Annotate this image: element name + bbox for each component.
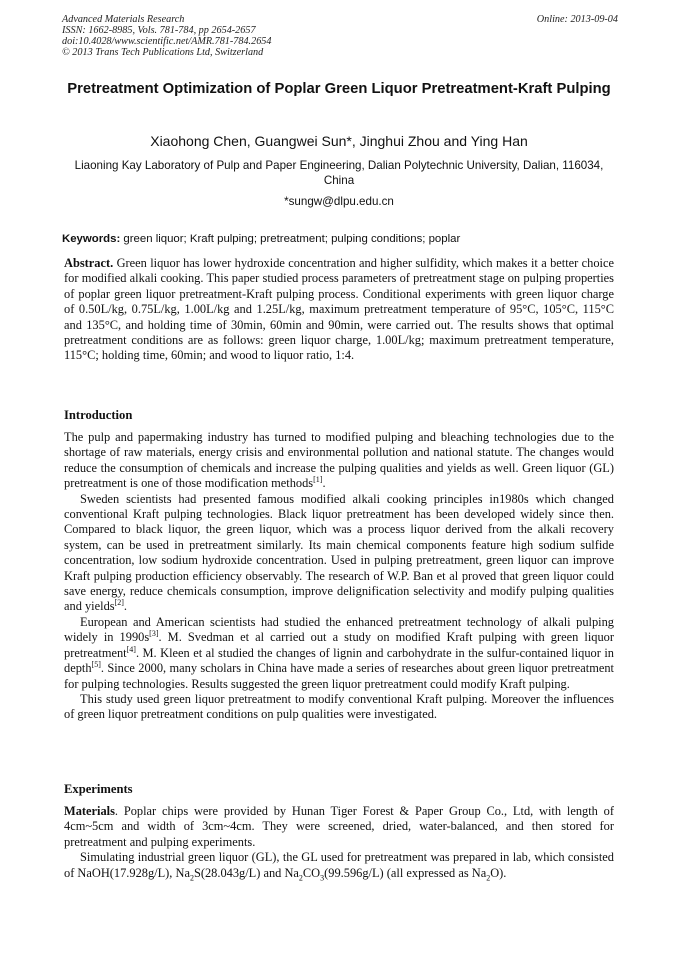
section-heading-experiments: Experiments bbox=[64, 782, 133, 796]
citation: [1] bbox=[313, 475, 323, 485]
online-date: Online: 2013-09-04 bbox=[536, 14, 618, 25]
journal-name: Advanced Materials Research bbox=[62, 14, 185, 25]
paragraph: Materials. Poplar chips were provided by Hunan Tiger Forest & Paper Group Co., Ltd, with length of 4cm~5cm and width of 3cm~4cm. They were screened, dried, water-balanced, and then stored for pretreatment and pulping experiments. bbox=[64, 804, 614, 849]
introduction-body bbox=[64, 430, 614, 723]
citation: [2] bbox=[114, 598, 124, 608]
paragraph: The pulp and papermaking industry has turned to modified pulping and bleaching technologies due to the shortage of raw materials, energy crisis and environmental pollution and national statute. The changes would reduce the consumption of chemicals and increase the pulping qualities and yields as well. Green liquor (GL) pretreatment is one of those modification methods[1]. bbox=[64, 430, 614, 491]
author-2: Guangwei Sun* bbox=[254, 133, 352, 149]
issn-line: ISSN: 1662-8985, Vols. 781-784, pp 2654-2657 bbox=[62, 25, 256, 36]
paragraph: This study used green liquor pretreatment to modify conventional Kraft pulping. Moreover the influences of green liquor pretreatment conditions on pulp qualities were investigated. bbox=[64, 691, 614, 722]
corresponding-email: *sungw@dlpu.edu.cn bbox=[284, 195, 394, 208]
experiments-body bbox=[64, 804, 614, 881]
keywords bbox=[62, 232, 618, 247]
doi-line: doi:10.4028/www.scientific.net/AMR.781-784.2654 bbox=[62, 36, 272, 47]
citation: [5] bbox=[91, 659, 101, 669]
journal-header bbox=[62, 14, 618, 58]
keywords-text: green liquor; Kraft pulping; pretreatment; pulping conditions; poplar bbox=[120, 233, 461, 245]
author-3: Jinghui Zhou bbox=[359, 133, 440, 149]
abstract bbox=[64, 256, 614, 364]
citation: [3] bbox=[149, 629, 159, 639]
citation: [4] bbox=[126, 644, 136, 654]
author-4: Ying Han bbox=[470, 133, 528, 149]
materials-label: Materials bbox=[64, 804, 115, 818]
paragraph: Simulating industrial green liquor (GL), the GL used for pretreatment was prepared in lab, which consisted of NaOH(17.928g/L), $Na_2S(28.043g/L)$ and $Na_2CO_3(99.596g/L)$ (all expressed as $Na_2O$). bbox=[64, 850, 614, 883]
paper-title: Pretreatment Optimization of Poplar Green Liquor Pretreatment-Kraft Pulping bbox=[67, 81, 611, 97]
paragraph: European and American scientists had studied the enhanced pretreatment technology of alkali pulping widely in 1990s[3]. M. Svedman et al carried out a study on modified Kraft pulping with green liquor pretreatment[4]. M. Kleen et al studied the changes of lignin and carbohydrate in the sulfur-contained liquor in depth[5]. Since 2000, many scholars in China have made a series of researches about green liquor pretreatment for pulping technologies. Results suggested the green liquor pretreatment could modify Kraft pulping. bbox=[64, 614, 614, 691]
author-1: Xiaohong Chen bbox=[150, 133, 247, 149]
paragraph: Sweden scientists had presented famous modified alkali cooking principles in1980s which changed conventional Kraft pulping technologies. Black liquor pretreatment has been developed widely since then. Compared to black liquor, the green liquor, which was a process liquor derived from the alkali recovery system, can be used in pretreatment similarly. Its main chemical components feature high sodium sulfide concentration, low sodium hydroxide concentration. Used in pulping pretreatment, green liquor can improve Kraft pulping production efficiency observably. The research of W.P. Ban et al proved that green liquor could save energy, reduce chemicals consumption, improve delignification selectivity and modify pulping qualities and yields[2]. bbox=[64, 491, 614, 614]
keywords-label: Keywords: bbox=[62, 233, 121, 245]
affiliation: Liaoning Kay Laboratory of Pulp and Paper Engineering, Dalian Polytechnic University, Dalian, 116034, China bbox=[74, 159, 604, 187]
abstract-text: Green liquor has lower hydroxide concentration and higher sulfidity, which makes it a better choice for modified alkali cooking. This paper studied process parameters of pretreatment stage on pulping properties of poplar green liquor pretreatment-Kraft pulping process. Conditional experiments with green liquor charge of 0.50L/kg, 0.75L/kg, 1.00L/kg and 1.25L/kg, maximum pretreatment temperature of 95°C, 105°C, 115°C and 135°C, and holding time of 30min, 60min and 90min, were carried out. The results shows that optimal pretreatment conditions are as follows: green liquor charge, 1.00L/kg; maximum pretreatment temperature, 115°C; holding time, 60min; and wood to liquor ratio, 1:4. bbox=[64, 256, 614, 363]
section-heading-introduction: Introduction bbox=[64, 408, 133, 422]
author-list: Xiaohong Chen, Guangwei Sun*, Jinghui Zhou and Ying Han bbox=[150, 133, 528, 149]
abstract-label: Abstract. bbox=[64, 256, 114, 270]
copyright-line: © 2013 Trans Tech Publications Ltd, Switzerland bbox=[62, 47, 264, 58]
